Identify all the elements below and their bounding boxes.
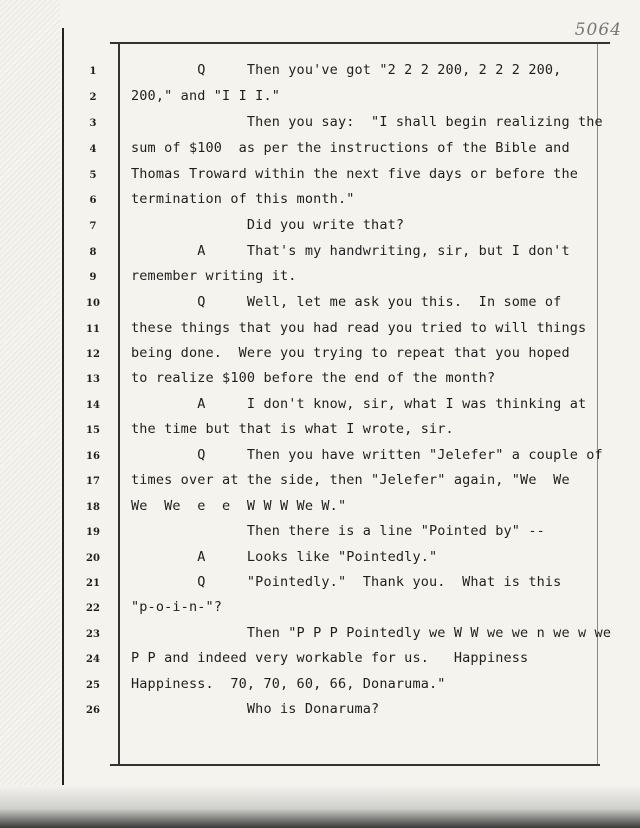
transcript-line: [0, 597, 640, 622]
transcript-line: [0, 648, 640, 673]
line-text: Q Then you have written "Jelefer" a couple of: [131, 447, 603, 463]
line-number: 12: [86, 349, 100, 360]
line-text: the time but that is what I wrote, sir.: [131, 421, 454, 437]
transcript-line: [0, 368, 640, 393]
transcript-line: [0, 419, 640, 444]
line-text: to realize $100 before the end of the month?: [131, 370, 496, 386]
transcript-line: [0, 138, 640, 163]
line-text: Who is Donaruma?: [131, 701, 380, 717]
line-number: 16: [86, 451, 100, 462]
line-text: times over at the side, then "Jelefer" again, "We We: [131, 472, 570, 488]
line-number: 11: [86, 324, 100, 335]
line-text: Then there is a line "Pointed by" --: [131, 523, 545, 539]
line-text: P P and indeed very workable for us. Happiness: [131, 650, 529, 666]
transcript-line: [0, 547, 640, 572]
transcript-line: [0, 112, 640, 137]
line-number: 9: [89, 272, 97, 283]
line-number: 21: [86, 578, 100, 589]
line-text: A That's my handwriting, sir, but I don't: [131, 243, 570, 259]
top-border-rule: [110, 42, 610, 44]
line-number: 25: [86, 680, 100, 691]
line-text: Happiness. 70, 70, 60, 66, Donaruma.": [131, 676, 446, 692]
line-text: 200," and "I I I.": [131, 88, 280, 104]
line-text: Then you say: "I shall begin realizing the: [131, 114, 603, 130]
line-text: being done. Were you trying to repeat that you hoped: [131, 345, 570, 361]
line-text: A Looks like "Pointedly.": [131, 549, 438, 565]
page-number: 5064: [574, 20, 622, 40]
transcript-line: [0, 445, 640, 470]
line-text: A I don't know, sir, what I was thinking at: [131, 396, 587, 412]
line-number: 4: [89, 144, 97, 155]
line-number: 7: [89, 221, 97, 232]
line-number: 22: [86, 603, 100, 614]
line-number: 13: [86, 374, 100, 385]
transcript-line: [0, 496, 640, 521]
line-text: We We e e W W W We W.": [131, 498, 347, 514]
line-number: 26: [86, 705, 100, 716]
line-number: 8: [89, 247, 97, 258]
line-text: Thomas Troward within the next five days or before the: [131, 166, 578, 182]
line-number: 6: [89, 195, 97, 206]
line-text: Q "Pointedly." Thank you. What is this: [131, 574, 562, 590]
line-number: 3: [89, 118, 97, 129]
line-number: 17: [86, 476, 100, 487]
line-number: 20: [86, 553, 100, 564]
scan-shadow-bottom: [0, 785, 640, 828]
transcript-line: [0, 60, 640, 85]
transcript-line: [0, 164, 640, 189]
line-number: 18: [86, 502, 100, 513]
transcript-line: [0, 470, 640, 495]
line-number: 23: [86, 629, 100, 640]
transcript-line: [0, 241, 640, 266]
line-number: 14: [86, 400, 100, 411]
transcript-line: [0, 215, 640, 240]
line-text: Then "P P P Pointedly we W W we we n we w we: [131, 625, 612, 641]
line-number: 24: [86, 654, 100, 665]
transcript-line: [0, 623, 640, 648]
transcript-line: [0, 343, 640, 368]
transcript-line: [0, 572, 640, 597]
line-number: 2: [89, 92, 97, 103]
transcript-line: [0, 86, 640, 111]
transcript-line: [0, 189, 640, 214]
line-text: "p-o-i-n-"?: [131, 599, 223, 615]
transcript-line: [0, 394, 640, 419]
transcript-line: [0, 521, 640, 546]
transcript-line: [0, 292, 640, 317]
line-text: Did you write that?: [131, 217, 405, 233]
line-number: 19: [86, 527, 100, 538]
line-text: termination of this month.": [131, 191, 355, 207]
line-text: remember writing it.: [131, 268, 297, 284]
line-text: Q Then you've got "2 2 2 200, 2 2 2 200,: [131, 62, 562, 78]
transcript-line: [0, 699, 640, 724]
line-number: 10: [86, 298, 100, 309]
transcript-line: [0, 318, 640, 343]
line-text: sum of $100 as per the instructions of the Bible and: [131, 140, 570, 156]
line-text: these things that you had read you tried to will things: [131, 320, 587, 336]
line-number: 5: [89, 170, 97, 181]
transcript-line: [0, 266, 640, 291]
bottom-border-rule: [110, 764, 600, 766]
line-text: Q Well, let me ask you this. In some of: [131, 294, 562, 310]
line-number: 1: [89, 66, 97, 77]
line-number: 15: [86, 425, 100, 436]
transcript-line: [0, 674, 640, 699]
